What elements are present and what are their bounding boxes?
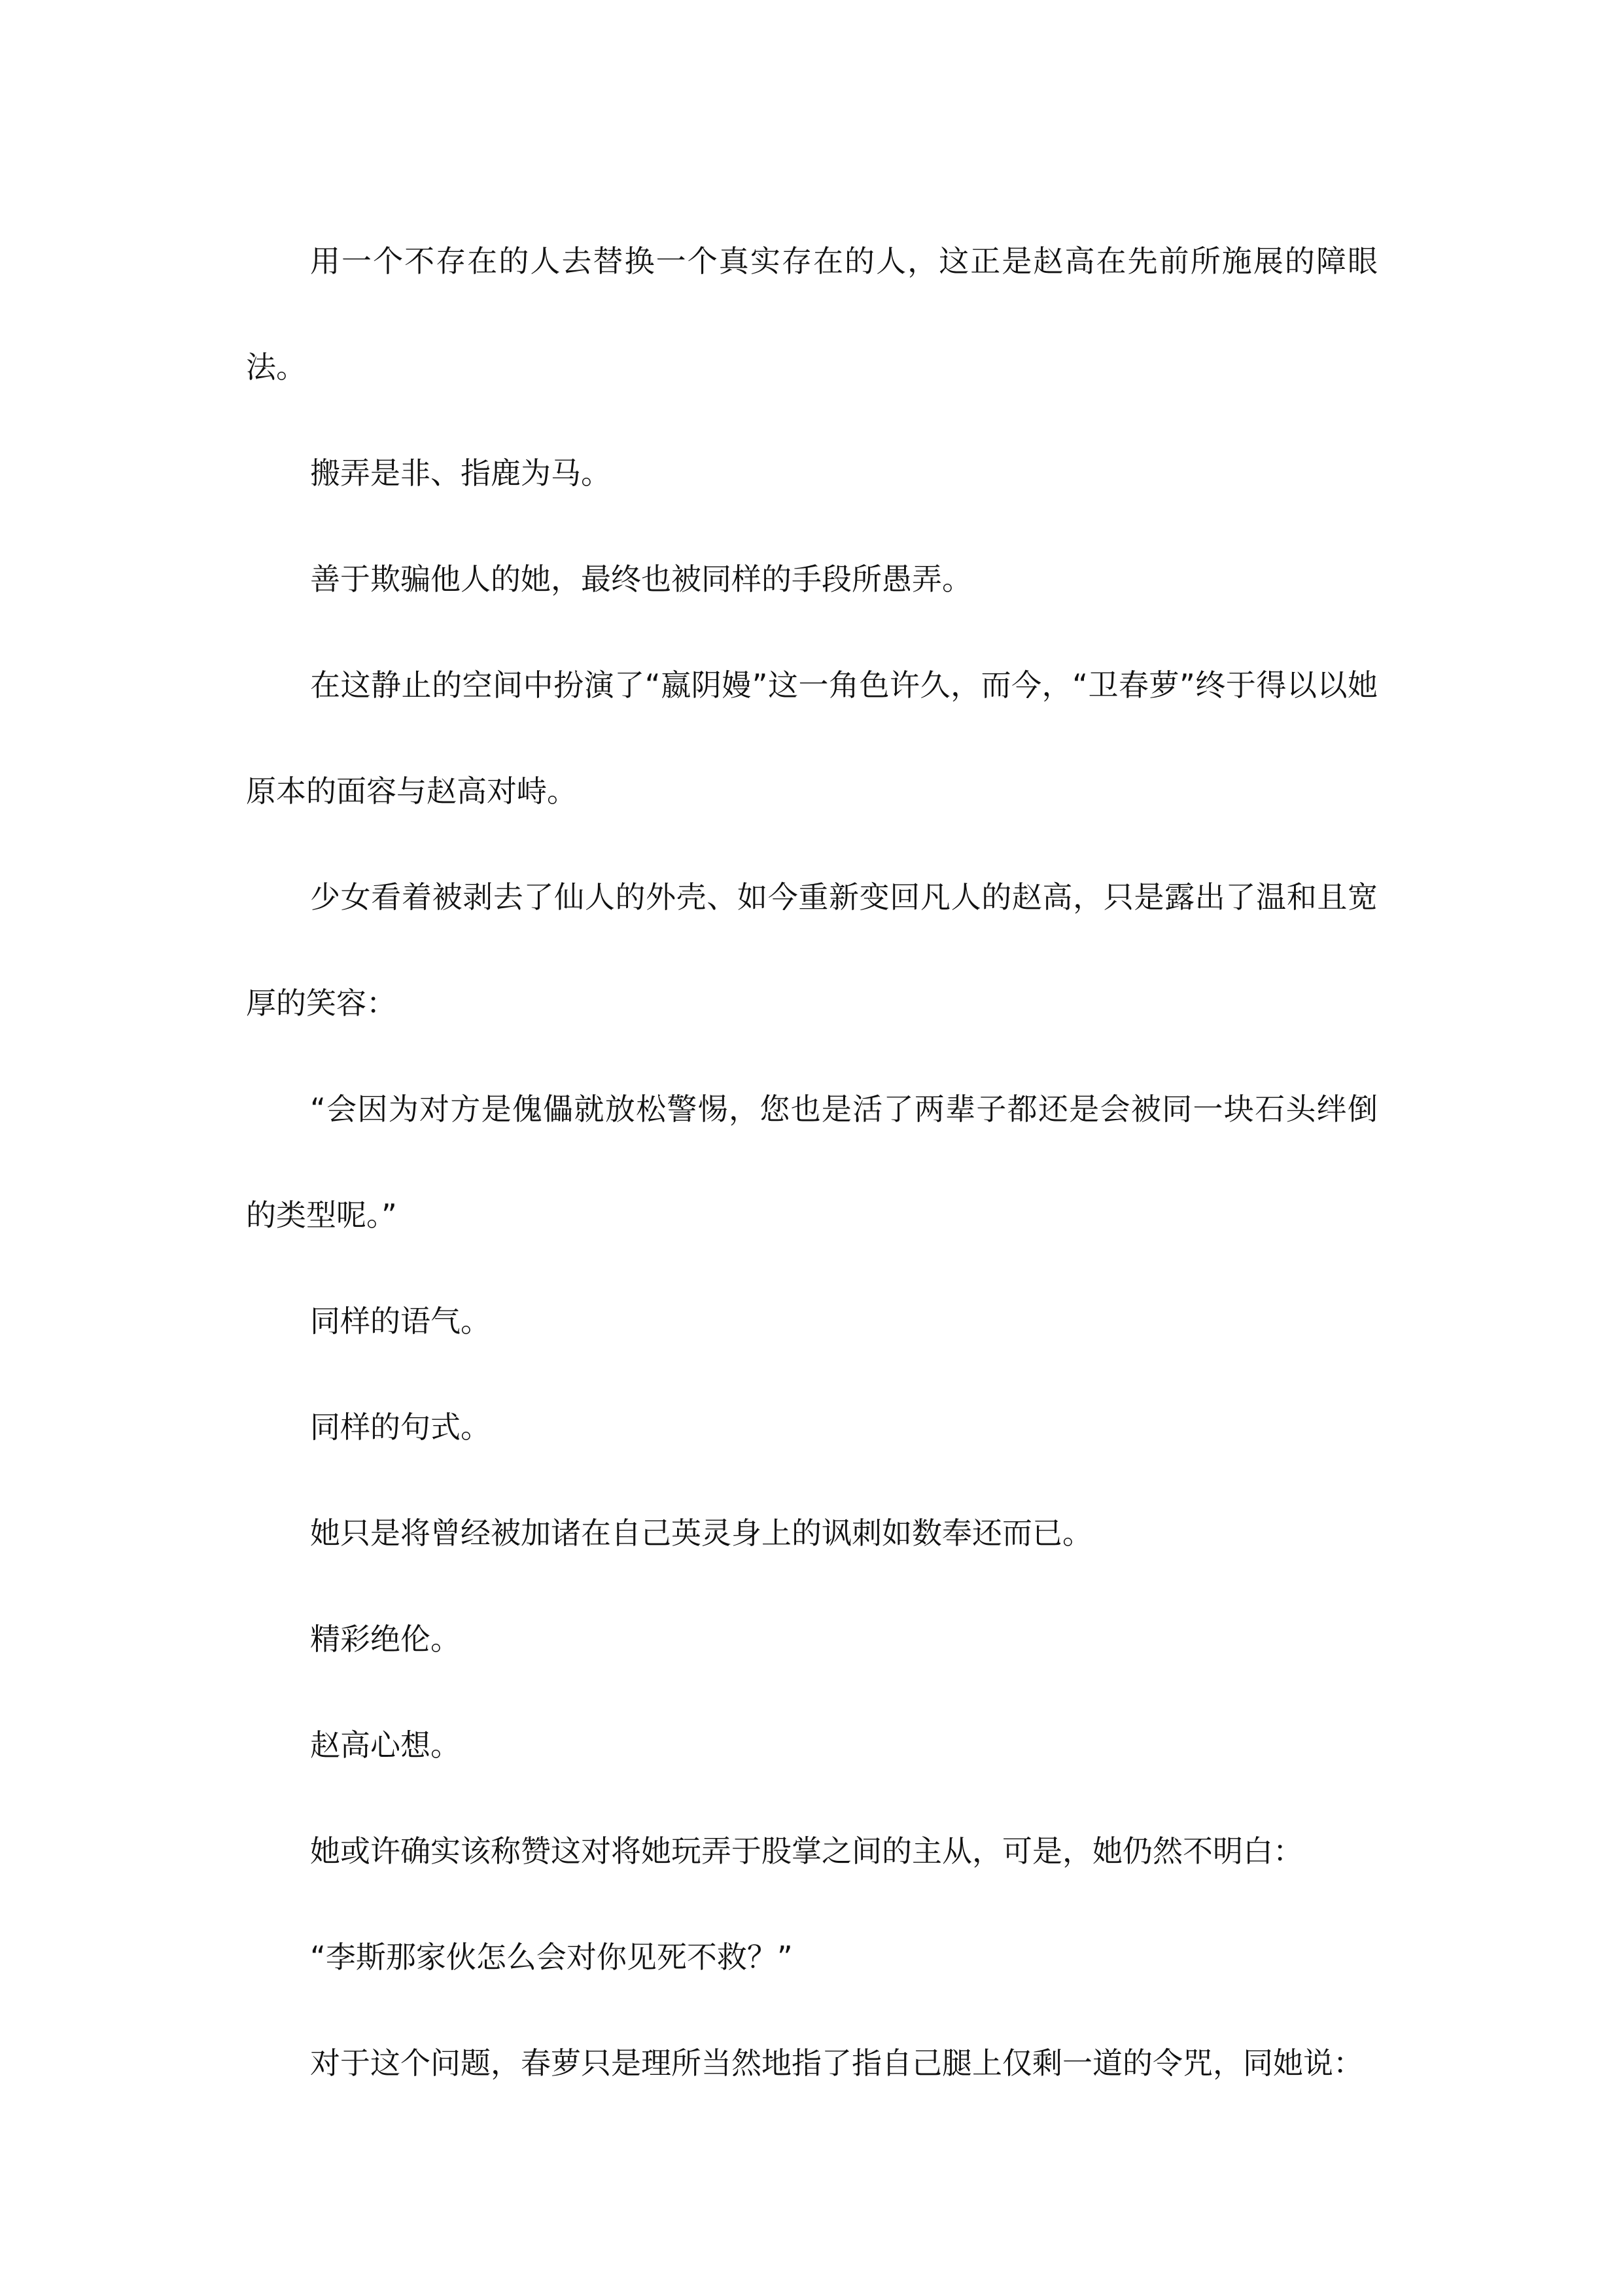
paragraph: 同样的语气。 <box>310 1303 491 1339</box>
paragraph: 精彩绝伦。 <box>310 1621 461 1657</box>
paragraph: 她或许确实该称赞这对将她玩弄于股掌之间的主从，可是，她仍然不明白： <box>310 1833 1303 1869</box>
paragraph: 善于欺骗他人的她，最终也被同样的手段所愚弄。 <box>310 561 972 597</box>
paragraph: 搬弄是非、指鹿为马。 <box>310 455 611 491</box>
paragraph: “会因为对方是傀儡就放松警惕，您也是活了两辈子都还是会被同一块石头绊倒的类型呢。” <box>246 1091 1378 1233</box>
paragraph: 用一个不存在的人去替换一个真实存在的人，这正是赵高在先前所施展的障眼法。 <box>246 243 1378 385</box>
paragraph: “李斯那家伙怎么会对你见死不救？” <box>310 1939 793 1975</box>
paragraph: 她只是将曾经被加诸在自己英灵身上的讽刺如数奉还而已。 <box>310 1515 1092 1551</box>
paragraph: 对于这个问题，春萝只是理所当然地指了指自己腿上仅剩一道的令咒，同她说： <box>310 2045 1363 2081</box>
body-text <box>246 208 1378 2116</box>
paragraph: 同样的句式。 <box>310 1409 491 1445</box>
paragraph: 少女看着被剥去了仙人的外壳、如今重新变回凡人的赵高，只是露出了温和且宽厚的笑容： <box>246 879 1378 1021</box>
paragraph: 在这静止的空间中扮演了“嬴阴嫚”这一角色许久，而今，“卫春萝”终于得以以她原本的面容与赵高对峙。 <box>246 667 1378 809</box>
paragraph: 赵高心想。 <box>310 1727 461 1763</box>
